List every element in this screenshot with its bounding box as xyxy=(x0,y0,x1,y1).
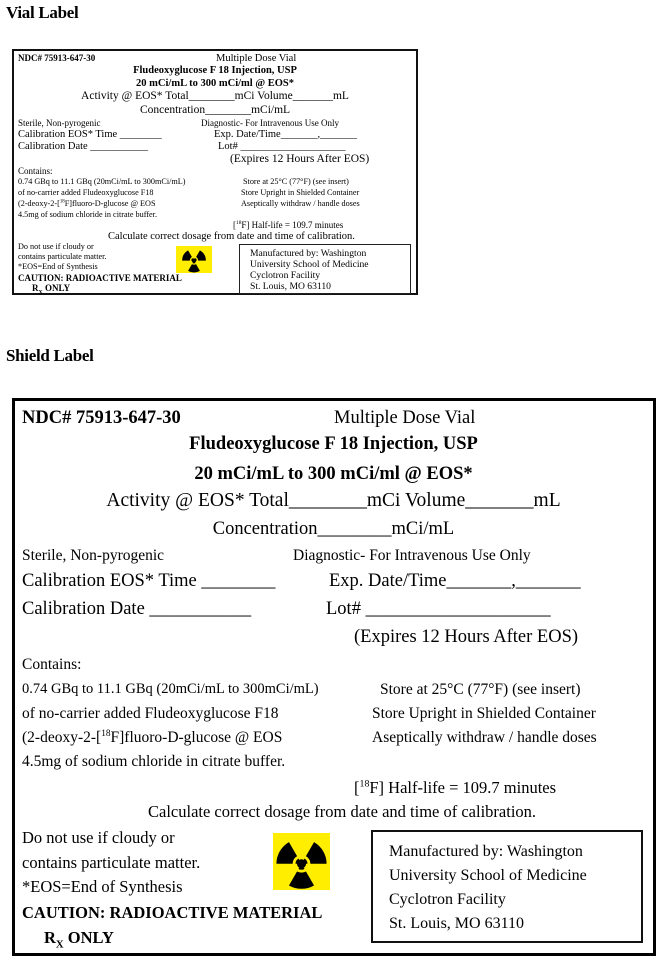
storage-line: Store at 25°C (77°F) (see insert) xyxy=(243,177,349,186)
storage-line: Aseptically withdraw / handle doses xyxy=(372,729,597,746)
activity-line: Activity @ EOS* Total________mCi Volume_______mL xyxy=(106,490,561,511)
manufacturer-box xyxy=(371,830,643,943)
expiry-note: (Expires 12 Hours After EOS) xyxy=(230,153,370,165)
calculate-note: Calculate correct dosage from date and time of calibration. xyxy=(148,802,537,821)
warning-line: Do not use if cloudy or xyxy=(22,828,175,847)
contains-heading: Contains: xyxy=(22,656,82,673)
manufacturer-box xyxy=(239,244,411,294)
vial-label-heading: Vial Label xyxy=(6,3,79,22)
rx-only: $R_X$ ONLY xyxy=(32,283,71,296)
manufacturer-line: St. Louis, MO 63110 xyxy=(250,281,331,292)
half-life: [$^{18}$F] Half-life = 109.7 minutes xyxy=(233,220,344,230)
contains-heading: Contains: xyxy=(18,166,53,176)
caution-text: CAUTION: RADIOACTIVE MATERIAL xyxy=(22,903,323,922)
storage-line: Aseptically withdraw / handle doses xyxy=(241,199,360,208)
storage-line: Store Upright in Shielded Container xyxy=(372,705,596,722)
warning-line: contains particulate matter. xyxy=(18,252,107,261)
contains-line: (2-deoxy-2-[$^{18}$F]fluoro-D-glucose @ EOS xyxy=(18,199,156,208)
contains-line: of no-carrier added Fludeoxyglucose F18 xyxy=(22,705,279,722)
calibration-date-field: Calibration Date ___________ xyxy=(22,599,252,619)
calibration-date-field: Calibration Date ___________ xyxy=(18,141,149,152)
warning-line: *EOS=End of Synthesis xyxy=(22,877,183,896)
concentration-line: Concentration________mCi/mL xyxy=(139,104,291,116)
shield-label xyxy=(12,398,656,956)
manufacturer-line: Manufactured by: Washington xyxy=(389,843,583,860)
manufacturer-line: Cyclotron Facility xyxy=(250,270,321,281)
manufacturer-line: University School of Medicine xyxy=(389,867,587,884)
half-life: [$^{18}$F] Half-life = 109.7 minutes xyxy=(354,778,557,797)
ndc-number: NDC# 75913-647-30 xyxy=(22,408,181,428)
radiation-trefoil-icon xyxy=(176,246,212,273)
manufacturer-line: Manufactured by: Washington xyxy=(250,248,367,259)
contains-line: 4.5mg of sodium chloride in citrate buffer. xyxy=(22,753,286,770)
concentration-line: Concentration________mCi/mL xyxy=(212,519,455,539)
vial-label xyxy=(12,49,418,295)
caution-text: CAUTION: RADIOACTIVE MATERIAL xyxy=(18,273,182,283)
exp-date-time-field: Exp. Date/Time_______,_______ xyxy=(214,129,357,140)
warning-line: *EOS=End of Synthesis xyxy=(18,262,98,271)
lot-field: Lot# ____________________ xyxy=(326,599,551,619)
contains-line: (2-deoxy-2-[$^{18}$F]fluoro-D-glucose @ EOS xyxy=(22,728,283,746)
strength: 20 mCi/mL to 300 mCi/ml @ EOS* xyxy=(136,78,294,89)
contains-line: 4.5mg of sodium chloride in citrate buffer. xyxy=(18,210,158,219)
manufacturer-line: St. Louis, MO 63110 xyxy=(389,915,524,932)
radiation-trefoil-icon xyxy=(273,833,330,890)
strength: 20 mCi/mL to 300 mCi/ml @ EOS* xyxy=(194,464,473,484)
expiry-note: (Expires 12 Hours After EOS) xyxy=(354,627,579,647)
product-name: Fludeoxyglucose F 18 Injection, USP xyxy=(133,65,297,76)
rx-only: $R_X$ ONLY xyxy=(44,928,114,951)
lot-field: Lot# ____________________ xyxy=(218,141,346,152)
contains-line: 0.74 GBq to 11.1 GBq (20mCi/mL to 300mCi/mL) xyxy=(22,681,319,697)
sterile-note: Sterile, Non-pyrogenic xyxy=(18,118,101,128)
diagnostic-note: Diagnostic- For Intravenous Use Only xyxy=(201,118,339,128)
dose-type: Multiple Dose Vial xyxy=(216,53,297,64)
warning-line: contains particulate matter. xyxy=(22,853,201,872)
warning-line: Do not use if cloudy or xyxy=(18,242,94,251)
storage-line: Store at 25°C (77°F) (see insert) xyxy=(380,681,581,698)
product-name: Fludeoxyglucose F 18 Injection, USP xyxy=(189,434,478,454)
contains-line: of no-carrier added Fludeoxyglucose F18 xyxy=(18,188,154,197)
calibration-time-field: Calibration EOS* Time ________ xyxy=(18,129,162,140)
contains-line: 0.74 GBq to 11.1 GBq (20mCi/mL to 300mCi/mL) xyxy=(18,177,186,186)
manufacturer-line: Cyclotron Facility xyxy=(389,891,506,908)
diagnostic-note: Diagnostic- For Intravenous Use Only xyxy=(293,547,531,564)
shield-label-heading: Shield Label xyxy=(6,346,94,365)
sterile-note: Sterile, Non-pyrogenic xyxy=(22,547,165,564)
manufacturer-line: University School of Medicine xyxy=(250,259,369,270)
activity-line: Activity @ EOS* Total________mCi Volume_______mL xyxy=(81,90,349,102)
dose-type: Multiple Dose Vial xyxy=(334,408,476,428)
storage-line: Store Upright in Shielded Container xyxy=(241,188,360,197)
ndc-number: NDC# 75913-647-30 xyxy=(18,53,96,63)
calibration-time-field: Calibration EOS* Time ________ xyxy=(22,571,276,591)
exp-date-time-field: Exp. Date/Time_______,_______ xyxy=(329,571,581,591)
calculate-note: Calculate correct dosage from date and time of calibration. xyxy=(108,231,355,242)
